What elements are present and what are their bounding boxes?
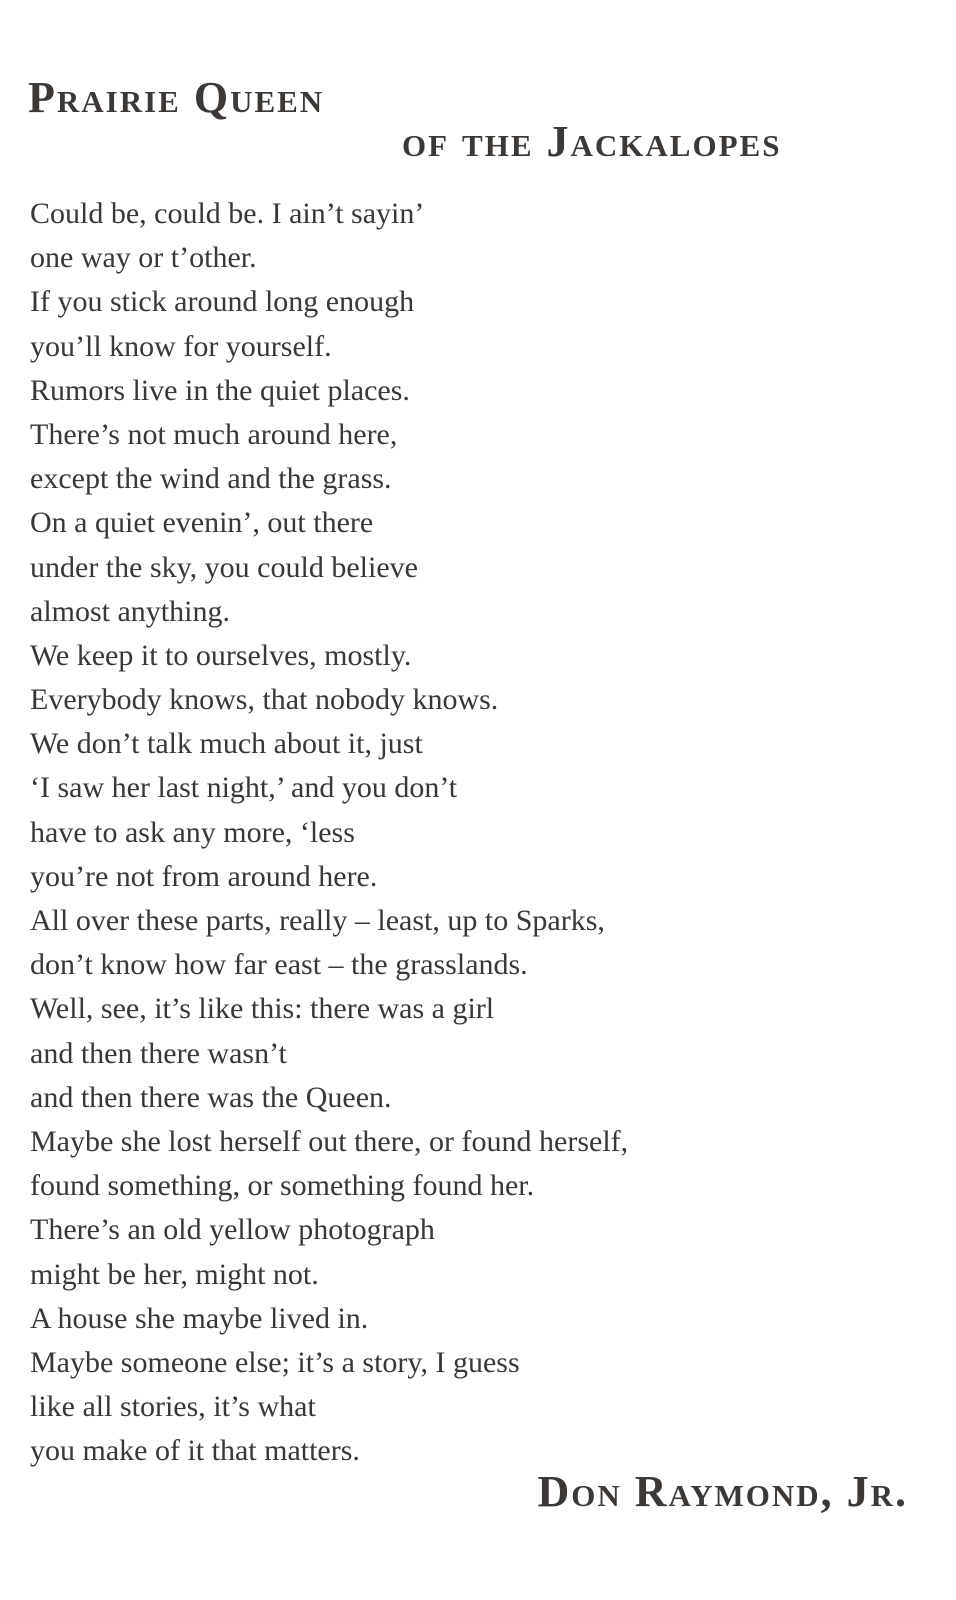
poem-line: have to ask any more, ‘less	[30, 815, 355, 849]
poem-line: don’t know how far east – the grasslands.	[30, 948, 528, 982]
poem-line: except the wind and the grass.	[30, 462, 392, 496]
poem-line: one way or t’other.	[30, 241, 257, 275]
poem-line: like all stories, it’s what	[30, 1390, 316, 1424]
poem-line: There’s an old yellow photograph	[30, 1213, 435, 1247]
poem-line: There’s not much around here,	[30, 417, 398, 451]
poem-line: We don’t talk much about it, just	[30, 727, 423, 761]
poem-line: and then there was the Queen.	[30, 1080, 392, 1114]
poem-title-line-1: Prairie Queen	[28, 73, 325, 122]
poem-title-line-2: of the Jackalopes	[402, 117, 782, 166]
poem-line: Rumors live in the quiet places.	[30, 373, 410, 407]
poem-line: We keep it to ourselves, mostly.	[30, 638, 412, 672]
author-byline: Don Raymond, Jr.	[537, 1467, 908, 1516]
poem-line: you make of it that matters.	[30, 1434, 360, 1468]
poem-line: might be her, might not.	[30, 1257, 319, 1291]
poem-line: under the sky, you could believe	[30, 550, 418, 584]
poem-line: Well, see, it’s like this: there was a girl	[30, 992, 495, 1026]
poem-line: found something, or something found her.	[30, 1169, 535, 1203]
poem-line: Everybody knows, that nobody knows.	[30, 683, 499, 717]
poem-line: If you stick around long enough	[30, 285, 415, 319]
poem-line: and then there wasn’t	[30, 1036, 287, 1070]
poem-body	[30, 192, 930, 1473]
poem-line: Could be, could be. I ain’t sayin’	[30, 197, 425, 230]
poem-line: you’ll know for yourself.	[30, 329, 332, 363]
poem-line: On a quiet evenin’, out there	[30, 506, 374, 540]
poem-line: you’re not from around here.	[30, 859, 378, 893]
poem-line: ‘I saw her last night,’ and you don’t	[30, 771, 458, 805]
poem-line: A house she maybe lived in.	[30, 1301, 369, 1335]
poem-line: Maybe someone else; it’s a story, I guess	[30, 1345, 520, 1379]
poem-line: almost anything.	[30, 594, 230, 628]
poem-line: Maybe she lost herself out there, or found herself,	[30, 1124, 629, 1158]
poem-line: All over these parts, really – least, up to Sparks,	[30, 904, 605, 937]
